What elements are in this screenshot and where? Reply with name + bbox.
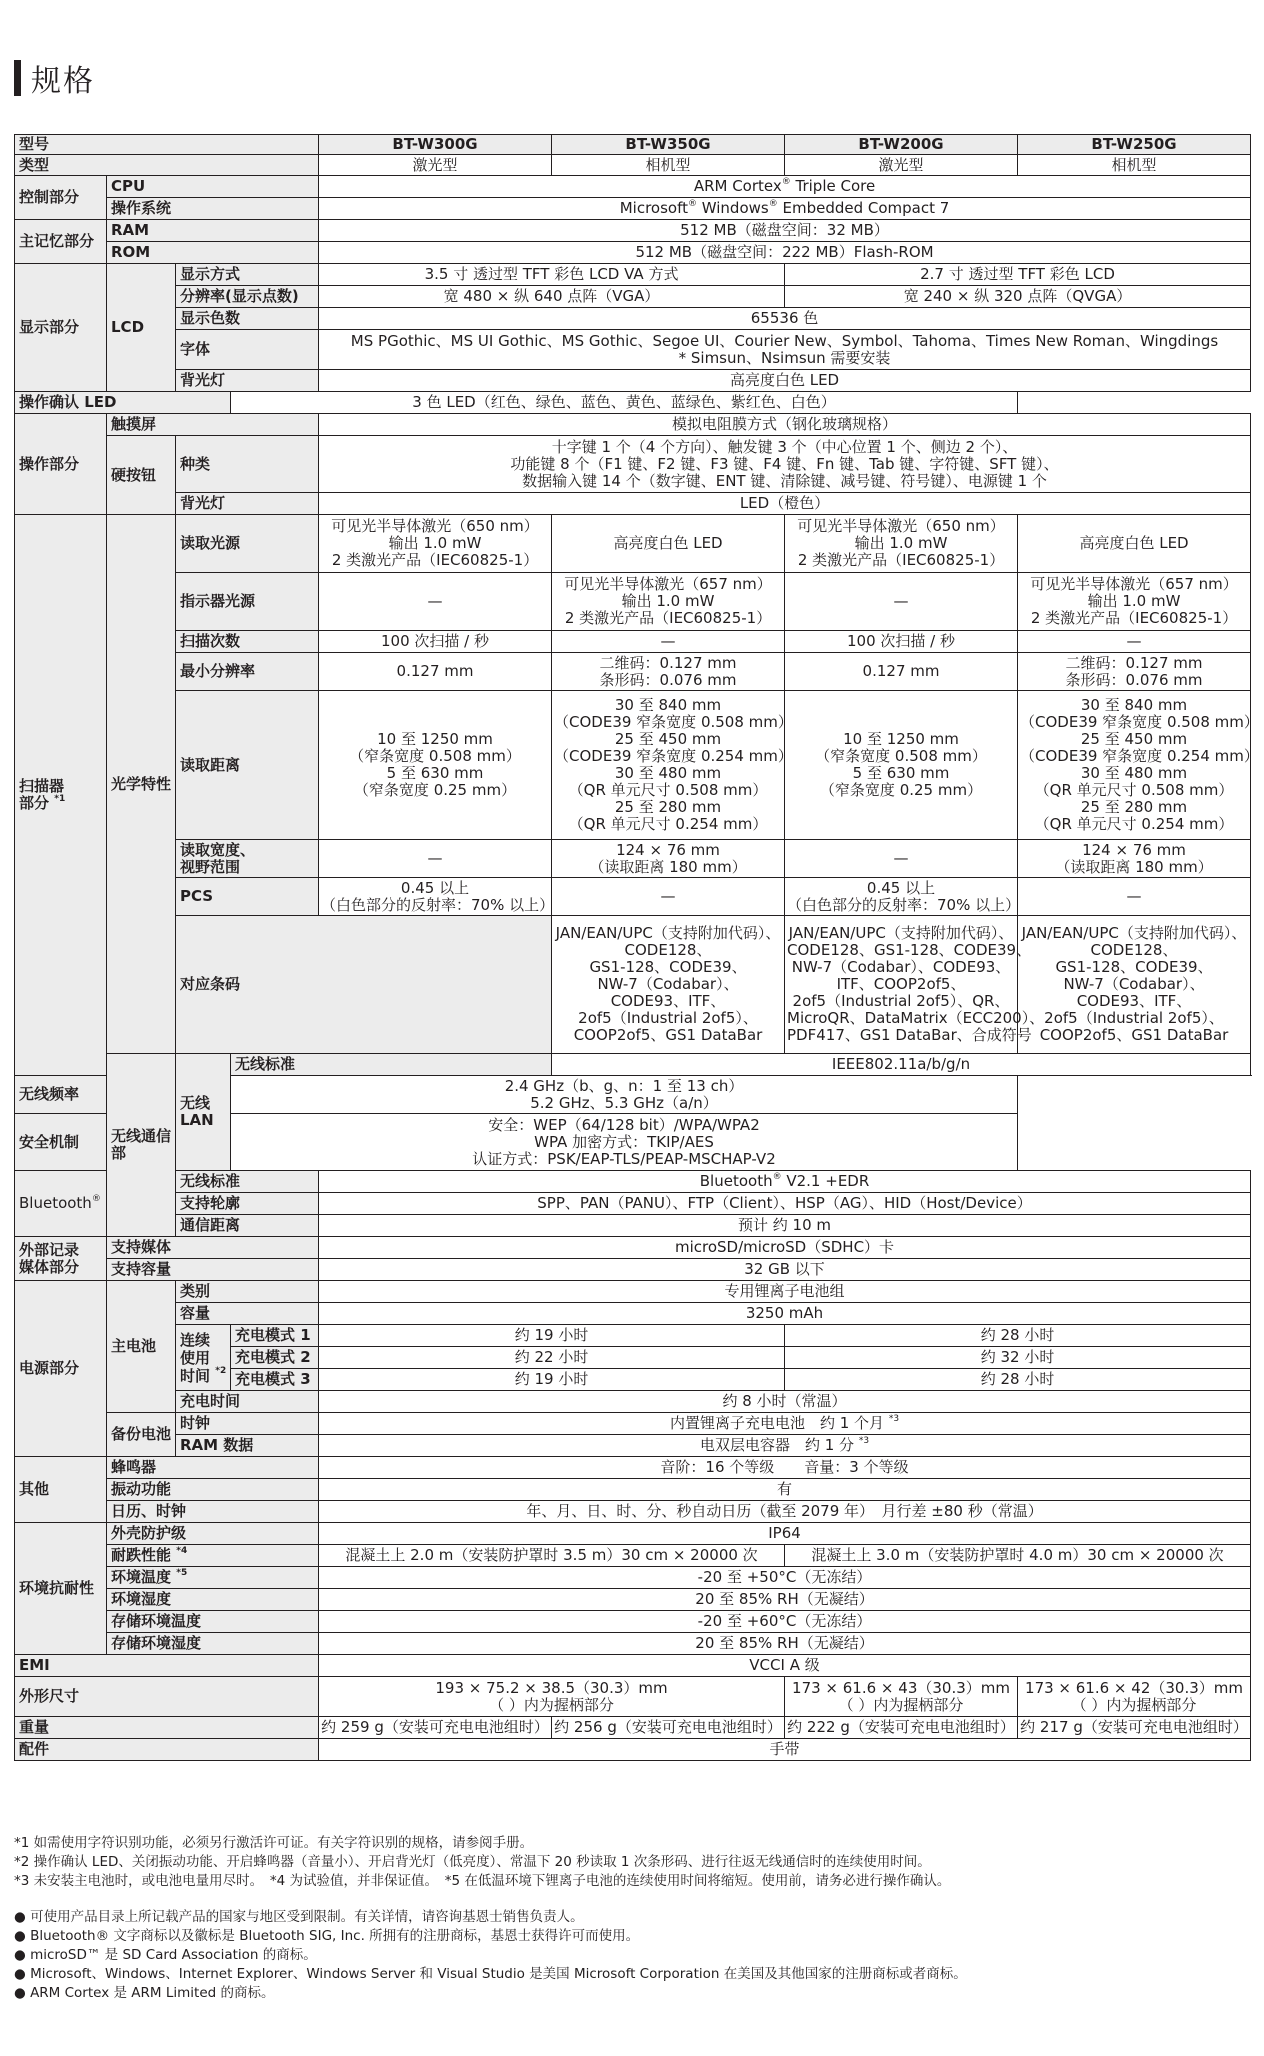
wlan-group: 无线 LAN	[176, 1054, 231, 1171]
cpu-value: ARM Cortex® Triple Core	[319, 176, 1251, 198]
trademark-note-2: ● Bluetooth® 文字商标以及徽标是 Bluetooth SIG, Inc. 所拥有的注册商标，基恩士获得许可而使用。	[14, 1928, 640, 1944]
touch-value: 模拟电阻膜方式（钢化玻璃规格）	[319, 414, 1251, 436]
font-value: MS PGothic、MS UI Gothic、MS Gothic、Segoe UI、Courier New、Symbol、Tahoma、Times New Roman、Wingdings * Simsun、Nsimsun 需要安装	[319, 330, 1251, 370]
ram-label: RAM	[107, 220, 319, 242]
display-mode-row	[15, 264, 1251, 286]
codes-1: JAN/EAN/UPC（支持附加代码）、 CODE128、 GS1-128、CODE39、 NW-7（Codabar）、 CODE93、ITF、 2of5（Industrial 2of5）、 COOP2of5、GS1 DataBar	[552, 916, 785, 1054]
size-a: 193 × 75.2 × 38.5（30.3）mm （ ）内为握柄部分	[319, 1677, 785, 1717]
wlan-std-label: 无线标准	[231, 1054, 552, 1076]
scan-rate-row	[15, 631, 1251, 653]
mode2-label: 充电模式 2	[231, 1347, 319, 1369]
bt-profile-label: 支持轮廓	[176, 1193, 319, 1215]
drop-a: 混凝土上 2.0 m（安装防护罩时 3.5 m）30 cm × 20000 次	[319, 1545, 785, 1567]
type-3: 激光型	[785, 155, 1018, 176]
bt-std-value: Bluetooth® V2.1 +EDR	[319, 1171, 1251, 1193]
operation-section: 操作部分	[15, 414, 107, 515]
clock-row	[15, 1413, 1251, 1435]
min-resolution-2: 二维码：0.127 mm 条形码：0.076 mm	[552, 653, 785, 691]
pcs-4: —	[1018, 878, 1251, 916]
battery-capacity-label: 容量	[176, 1303, 319, 1325]
footnote-1: *1 如需使用字符识别功能，必须另行激活许可证。有关字符识别的规格，请参阅手册。	[14, 1835, 534, 1851]
buzzer-label: 蜂鸣器	[107, 1457, 319, 1479]
type-1: 激光型	[319, 155, 552, 176]
font-label: 字体	[176, 330, 319, 370]
emi-row	[15, 1655, 1251, 1677]
display-section: 显示部分	[15, 264, 107, 392]
width-4: 124 × 76 mm （读取距离 180 mm）	[1018, 840, 1251, 878]
wlan-security-value: 安全：WEP（64/128 bit）/WPA/WPA2 WPA 加密方式：TKIP/AES 认证方式：PSK/EAP-TLS/PEAP-MSCHAP-V2	[231, 1114, 1018, 1171]
temp-row	[15, 1567, 1251, 1589]
battery-kind-value: 专用锂离子电池组	[319, 1281, 1251, 1303]
colors-row	[15, 308, 1251, 330]
calendar-label: 日历、时钟	[107, 1501, 319, 1523]
distance-2: 30 至 840 mm （CODE39 窄条宽度 0.508 mm） 25 至 450 mm （CODE39 窄条宽度 0.254 mm） 30 至 480 mm （QR 单元尺寸 0.508 mm） 25 至 280 mm （QR 单元尺寸 0.254 mm）	[552, 691, 785, 840]
model-3: BT-W200G	[785, 135, 1018, 155]
weight-3: 约 222 g（安装可充电电池组时）	[785, 1717, 1018, 1739]
resolution-row	[15, 286, 1251, 308]
calendar-row	[15, 1501, 1251, 1523]
codes-row	[15, 916, 1251, 1054]
type-row	[15, 155, 1251, 176]
vibration-label: 振动功能	[107, 1479, 319, 1501]
storage-temp-label: 存储环境温度	[107, 1611, 319, 1633]
vibration-value: 有	[319, 1479, 1251, 1501]
bt-profile-value: SPP、PAN（PANU）、FTP（Client）、HSP（AG）、HID（Host/Device）	[319, 1193, 1251, 1215]
clock-value: 内置锂离子充电电池 约 1 个月 $^{*3}$	[319, 1413, 1251, 1435]
key-backlight-row	[15, 493, 1251, 515]
touch-label: 触摸屏	[107, 414, 319, 436]
rom-row	[15, 242, 1251, 264]
buzzer-row	[15, 1457, 1251, 1479]
type-label: 类型	[15, 155, 319, 176]
trademark-note-4: ● Microsoft、Windows、Internet Explorer、Windows Server 和 Visual Studio 是美国 Microsoft Corporation 在美国及其他国家的注册商标或者商标。	[14, 1966, 967, 1982]
backlight-label: 背光灯	[176, 370, 319, 392]
backlight-value: 高亮度白色 LED	[319, 370, 1251, 392]
battery-kind-row	[15, 1281, 1251, 1303]
bt-std-label: 无线标准	[176, 1171, 319, 1193]
ip-value: IP64	[319, 1523, 1251, 1545]
ip-label: 外壳防护级	[107, 1523, 319, 1545]
clock-label: 时钟	[176, 1413, 319, 1435]
colors-value: 65536 色	[319, 308, 1251, 330]
model-1: BT-W300G	[319, 135, 552, 155]
os-value: Microsoft® Windows® Embedded Compact 7	[319, 198, 1251, 220]
pcs-label: PCS	[176, 878, 319, 916]
scanner-section: 扫描器 部分 $^{*1}$	[15, 515, 107, 1076]
indicator-label: 指示器光源	[176, 573, 319, 631]
cpu-row	[15, 176, 1251, 198]
emi-label: EMI	[15, 1655, 319, 1677]
calendar-value: 年、月、日、时、分、秒自动日历（截至 2079 年） 月行差 ±80 秒（常温）	[319, 1501, 1251, 1523]
mode3-a: 约 19 小时	[319, 1369, 785, 1391]
battery-capacity-row	[15, 1303, 1251, 1325]
size-b: 173 × 61.6 × 43（30.3）mm （ ）内为握柄部分	[785, 1677, 1018, 1717]
weight-1: 约 259 g（安装可充电电池组时）	[319, 1717, 552, 1739]
codes-2: JAN/EAN/UPC（支持附加代码）、 CODE128、GS1-128、CODE39、 NW-7（Codabar）、CODE93、 ITF、COOP2of5、 2of5（Industrial 2of5）、QR、 MicroQR、DataMatrix（ECC200）、 PDF417、GS1 DataBar、合成符号	[785, 916, 1018, 1054]
codes-label: 对应条码	[176, 916, 552, 1054]
width-row	[15, 840, 1251, 878]
keys-row	[15, 436, 1251, 493]
keys-kind-value: 十字键 1 个（4 个方向）、触发键 3 个（中心位置 1 个、侧边 2 个）、 功能键 8 个（F1 键、F2 键、F3 键、F4 键、Fn 键、Tab 键、字符键、SFT 键）、 数据输入键 14 个（数字键、ENT 键、清除键、减号键、符号键）、电源键 1 个	[319, 436, 1251, 493]
min-resolution-1: 0.127 mm	[319, 653, 552, 691]
distance-label: 读取距离	[176, 691, 319, 840]
width-2: 124 × 76 mm （读取距离 180 mm）	[552, 840, 785, 878]
mode1-b: 约 28 小时	[785, 1325, 1251, 1347]
colors-label: 显示色数	[176, 308, 319, 330]
storage-temp-value: -20 至 +60°C（无冻结）	[319, 1611, 1251, 1633]
wlan-freq-label: 无线频率	[15, 1076, 176, 1114]
charge-time-value: 约 8 小时（常温）	[319, 1391, 1251, 1413]
source-1: 可见光半导体激光（650 nm） 输出 1.0 mW 2 类激光产品（IEC60825-1）	[319, 515, 552, 573]
bt-std-row	[15, 1171, 1251, 1193]
min-resolution-label: 最小分辨率	[176, 653, 319, 691]
emi-value: VCCI A 级	[319, 1655, 1251, 1677]
trademark-note-3: ● microSD™ 是 SD Card Association 的商标。	[14, 1947, 317, 1963]
pcs-row	[15, 878, 1251, 916]
humidity-label: 环境湿度	[107, 1589, 319, 1611]
pcs-2: —	[552, 878, 785, 916]
media-value: microSD/microSD（SDHC）卡	[319, 1237, 1251, 1259]
mode3-label: 充电模式 3	[231, 1369, 319, 1391]
min-resolution-row	[15, 653, 1251, 691]
width-label: 读取宽度、 视野范围	[176, 840, 319, 878]
storage-humidity-row	[15, 1633, 1251, 1655]
media-section: 外部记录 媒体部分	[15, 1237, 107, 1281]
backlight-row	[15, 370, 1251, 392]
indicator-2: 可见光半导体激光（657 nm） 输出 1.0 mW 2 类激光产品（IEC60825-1）	[552, 573, 785, 631]
battery-capacity-value: 3250 mAh	[319, 1303, 1251, 1325]
key-backlight-label: 背光灯	[176, 493, 319, 515]
footnote-3: *3 未安装主电池时，或电池电量用尽时。 *4 为试验值，并非保证值。 *5 在低温环境下锂离子电池的连续使用时间将缩短。使用前，请务必进行操作确认。	[14, 1873, 951, 1889]
charge-time-row	[15, 1391, 1251, 1413]
memory-section: 主记忆部分	[15, 220, 107, 264]
keys-group: 硬按钮	[107, 436, 176, 515]
lcd-group: LCD	[107, 264, 176, 392]
distance-3: 10 至 1250 mm （窄条宽度 0.508 mm） 5 至 630 mm （窄条宽度 0.25 mm）	[785, 691, 1018, 840]
key-backlight-value: LED（橙色）	[319, 493, 1251, 515]
indicator-1: —	[319, 573, 552, 631]
vibration-row	[15, 1479, 1251, 1501]
weight-label: 重量	[15, 1717, 319, 1739]
drop-label: 耐跌性能 $^{*4}$	[107, 1545, 319, 1567]
bluetooth-group: Bluetooth®	[15, 1171, 107, 1237]
weight-2: 约 256 g（安装可充电电池组时）	[552, 1717, 785, 1739]
bt-range-row	[15, 1215, 1251, 1237]
indicator-row	[15, 573, 1251, 631]
cpu-label: CPU	[107, 176, 319, 198]
size-row	[15, 1677, 1251, 1717]
control-section: 控制部分	[15, 176, 107, 220]
display-mode-label: 显示方式	[176, 264, 319, 286]
drop-b: 混凝土上 3.0 m（安装防护罩时 4.0 m）30 cm × 20000 次	[785, 1545, 1251, 1567]
optical-group: 光学特性	[107, 515, 176, 1054]
model-4: BT-W250G	[1018, 135, 1251, 155]
led-value: 3 色 LED（红色、绿色、蓝色、黄色、蓝绿色、紫红色、白色）	[231, 392, 1018, 414]
keys-kind-label: 种类	[176, 436, 319, 493]
type-4: 相机型	[1018, 155, 1251, 176]
distance-row	[15, 691, 1251, 840]
header-label: 型号	[15, 135, 319, 155]
resolution-label: 分辨率(显示点数)	[176, 286, 319, 308]
storage-humidity-value: 20 至 85% RH（无凝结）	[319, 1633, 1251, 1655]
header-row	[15, 135, 1251, 155]
source-2: 高亮度白色 LED	[552, 515, 785, 573]
scan-rate-3: 100 次扫描 / 秒	[785, 631, 1018, 653]
bt-range-value: 预计 约 10 m	[319, 1215, 1251, 1237]
scan-rate-label: 扫描次数	[176, 631, 319, 653]
continuous-use-group: 连续 使用 时间 $^{*2}$	[176, 1325, 231, 1391]
trademark-notes	[14, 1908, 967, 2003]
type-2: 相机型	[552, 155, 785, 176]
mode1-a: 约 19 小时	[319, 1325, 785, 1347]
led-row	[15, 392, 1251, 414]
title-bar-marker	[14, 60, 21, 96]
os-label: 操作系统	[107, 198, 319, 220]
weight-4: 约 217 g（安装可充电电池组时）	[1018, 1717, 1251, 1739]
ram-data-value: 电双层电容器 约 1 分 $^{*3}$	[319, 1435, 1251, 1457]
source-3: 可见光半导体激光（650 nm） 输出 1.0 mW 2 类激光产品（IEC60825-1）	[785, 515, 1018, 573]
spec-table	[14, 134, 1259, 1761]
trademark-note-1: ● 可使用产品目录上所记载产品的国家与地区受到限制。有关详情，请咨询基恩士销售负责人。	[14, 1909, 584, 1925]
display-mode-a: 3.5 寸 透过型 TFT 彩色 LCD VA 方式	[319, 264, 785, 286]
media-row	[15, 1237, 1251, 1259]
ram-row	[15, 220, 1251, 242]
storage-humidity-label: 存储环境湿度	[107, 1633, 319, 1655]
ram-value: 512 MB（磁盘空间：32 MB）	[319, 220, 1251, 242]
indicator-4: 可见光半导体激光（657 nm） 输出 1.0 mW 2 类激光产品（IEC60825-1）	[1018, 573, 1251, 631]
media-capacity-row	[15, 1259, 1251, 1281]
source-row	[15, 515, 1251, 573]
rom-label: ROM	[107, 242, 319, 264]
font-row	[15, 330, 1251, 370]
min-resolution-4: 二维码：0.127 mm 条形码：0.076 mm	[1018, 653, 1251, 691]
trademark-note-5: ● ARM Cortex 是 ARM Limited 的商标。	[14, 1985, 275, 2001]
drop-row	[15, 1545, 1251, 1567]
mode2-b: 约 32 小时	[785, 1347, 1251, 1369]
min-resolution-3: 0.127 mm	[785, 653, 1018, 691]
rom-value: 512 MB（磁盘空间：222 MB）Flash-ROM	[319, 242, 1251, 264]
media-capacity-label: 支持容量	[107, 1259, 319, 1281]
wlan-freq-value: 2.4 GHz（b、g、n：1 至 13 ch） 5.2 GHz、5.3 GHz（a/n）	[231, 1076, 1018, 1114]
codes-3: JAN/EAN/UPC（支持附加代码）、 CODE128、 GS1-128、CODE39、 NW-7（Codabar）、 CODE93、ITF、 2of5（Industrial 2of5）、 COOP2of5、GS1 DataBar	[1018, 916, 1251, 1054]
footnotes	[14, 1834, 950, 1891]
temp-label: 环境温度 $^{*5}$	[107, 1567, 319, 1589]
touch-row	[15, 414, 1251, 436]
ram-data-label: RAM 数据	[176, 1435, 319, 1457]
size-label: 外形尺寸	[15, 1677, 319, 1717]
charge-time-label: 充电时间	[176, 1391, 319, 1413]
led-label: 操作确认 LED	[15, 392, 231, 414]
accessory-value: 手带	[319, 1739, 1251, 1761]
distance-4: 30 至 840 mm （CODE39 窄条宽度 0.508 mm） 25 至 450 mm （CODE39 窄条宽度 0.254 mm） 30 至 480 mm （QR 单元尺寸 0.508 mm） 25 至 280 mm （QR 单元尺寸 0.254 mm）	[1018, 691, 1251, 840]
indicator-3: —	[785, 573, 1018, 631]
width-3: —	[785, 840, 1018, 878]
distance-1: 10 至 1250 mm （窄条宽度 0.508 mm） 5 至 630 mm （窄条宽度 0.25 mm）	[319, 691, 552, 840]
main-battery-group: 主电池	[107, 1281, 176, 1413]
model-2: BT-W350G	[552, 135, 785, 155]
ram-data-row	[15, 1435, 1251, 1457]
humidity-row	[15, 1589, 1251, 1611]
display-mode-b: 2.7 寸 透过型 TFT 彩色 LCD	[785, 264, 1251, 286]
resolution-a: 宽 480 × 纵 640 点阵（VGA）	[319, 286, 785, 308]
storage-temp-row	[15, 1611, 1251, 1633]
scan-rate-2: —	[552, 631, 785, 653]
temp-value: -20 至 +50°C（无冻结）	[319, 1567, 1251, 1589]
wlan-std-row	[15, 1054, 1251, 1076]
wlan-std-value: IEEE802.11a/b/g/n	[552, 1054, 1251, 1076]
wlan-security-label: 安全机制	[15, 1114, 176, 1171]
ip-row	[15, 1523, 1251, 1545]
power-section: 电源部分	[15, 1281, 107, 1457]
mode2-a: 约 22 小时	[319, 1347, 785, 1369]
scan-rate-1: 100 次扫描 / 秒	[319, 631, 552, 653]
source-label: 读取光源	[176, 515, 319, 573]
environment-section: 环境抗耐性	[15, 1523, 107, 1655]
other-section: 其他	[15, 1457, 107, 1523]
page-title	[14, 58, 95, 98]
media-capacity-value: 32 GB 以下	[319, 1259, 1251, 1281]
scan-rate-4: —	[1018, 631, 1251, 653]
pcs-3: 0.45 以上 （白色部分的反射率：70% 以上）	[785, 878, 1018, 916]
source-4: 高亮度白色 LED	[1018, 515, 1251, 573]
accessory-row	[15, 1739, 1251, 1761]
backup-battery-group: 备份电池	[107, 1413, 176, 1457]
size-c: 173 × 61.6 × 42（30.3）mm （ ）内为握柄部分	[1018, 1677, 1251, 1717]
mode1-label: 充电模式 1	[231, 1325, 319, 1347]
buzzer-value: 音阶：16 个等级 音量：3 个等级	[319, 1457, 1251, 1479]
mode3-b: 约 28 小时	[785, 1369, 1251, 1391]
os-row	[15, 198, 1251, 220]
wireless-section: 无线通信部	[107, 1054, 176, 1237]
mode1-row	[15, 1325, 1251, 1347]
weight-row	[15, 1717, 1251, 1739]
accessory-label: 配件	[15, 1739, 319, 1761]
footnote-2: *2 操作确认 LED、关闭振动功能、开启蜂鸣器（音量小）、开启背光灯（低亮度）、常温下 20 秒读取 1 次条形码、进行往返无线通信时的连续使用时间。	[14, 1854, 931, 1870]
media-label: 支持媒体	[107, 1237, 319, 1259]
resolution-b: 宽 240 × 纵 320 点阵（QVGA）	[785, 286, 1251, 308]
bt-profile-row	[15, 1193, 1251, 1215]
width-1: —	[319, 840, 552, 878]
battery-kind-label: 类别	[176, 1281, 319, 1303]
pcs-1: 0.45 以上 （白色部分的反射率：70% 以上）	[319, 878, 552, 916]
humidity-value: 20 至 85% RH（无凝结）	[319, 1589, 1251, 1611]
bt-range-label: 通信距离	[176, 1215, 319, 1237]
title-text: 规格	[31, 64, 95, 99]
